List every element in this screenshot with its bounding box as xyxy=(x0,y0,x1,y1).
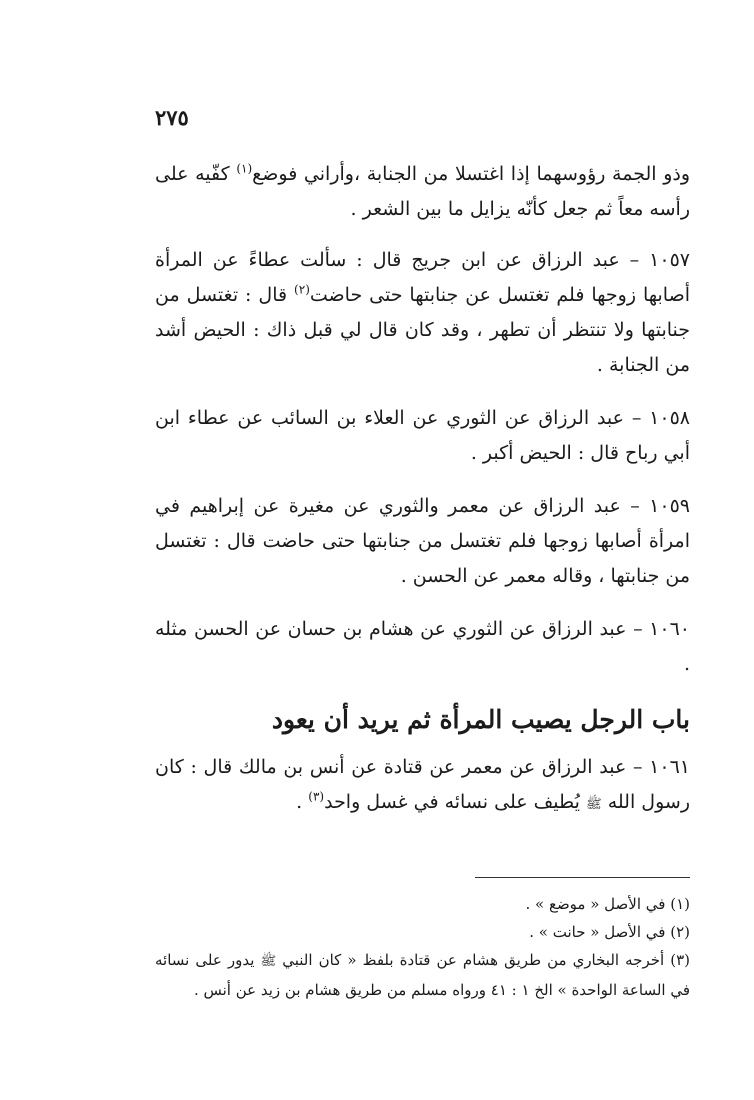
footnote-ref-3[interactable]: (٣) xyxy=(308,789,325,804)
hadith-text: – عبد الرزاق عن معمر والثوري عن مغيرة عن إبراهيم في امرأة أصابها زوجها فلم تغتسل من جنابتها حتى حاضت قال : تغتسل من جنابتها ، وقاله معمر عن الحسن . xyxy=(155,495,690,587)
hadith-number: ١٠٦١ xyxy=(649,756,690,778)
footnote-1: (١) في الأصل « موضع » . xyxy=(525,895,690,913)
hadith-1057 xyxy=(155,243,690,383)
continuation-paragraph xyxy=(155,157,690,227)
hadith-1060 xyxy=(155,612,690,682)
book-page xyxy=(155,95,690,1035)
hadith-number: ١٠٥٨ xyxy=(649,407,690,429)
footnotes xyxy=(155,890,690,1004)
hadith-text-start: – عبد الرزاق عن معمر عن قتادة عن أنس بن مالك قال : كان رسول الله xyxy=(155,756,690,813)
hadith-text-end: . xyxy=(296,791,309,813)
hadith-text: – عبد الرزاق عن الثوري عن العلاء بن السائب عن عطاء ابن أبي رباح قال : الحيض أكبر . xyxy=(155,407,690,464)
footnote-ref-2[interactable]: (٢) xyxy=(294,282,310,297)
hadith-1059 xyxy=(155,489,690,594)
hadith-text-end: قال : تغتسل من جنابتها ولا تنتظر أن تطهر ، وقد كان قال لي قبل ذاك : الحيض أشد من الجنابة . xyxy=(155,284,690,376)
footnote-3-text-end: يدور على نسائه في الساعة الواحدة » الخ ١ : ٤١ ورواه مسلم من طريق هشام بن زيد عن أنس . xyxy=(155,951,690,999)
footnote-divider xyxy=(475,877,690,878)
hadith-1058 xyxy=(155,401,690,471)
hadith-number: ١٠٥٧ xyxy=(649,249,690,271)
continuation-text-start: وذو الجمة رؤوسهما إذا اغتسلا من الجنابة ،وأراني فوضع xyxy=(252,163,691,185)
footnote-3-text-start: (٣) أخرجه البخاري من طريق هشام عن قتادة بلفظ « كان النبي xyxy=(276,951,690,969)
hadith-number: ١٠٦٠ xyxy=(649,618,690,640)
footnote-2: (٢) في الأصل « حانت » . xyxy=(529,923,690,941)
hadith-number: ١٠٥٩ xyxy=(649,495,690,517)
salawat-glyph: ﷺ xyxy=(260,954,277,969)
hadith-text: – عبد الرزاق عن الثوري عن هشام بن حسان عن الحسن مثله . xyxy=(155,618,690,675)
hadith-text-middle: يُطيف على نسائه في غسل واحد xyxy=(324,791,586,813)
page-number: ٢٧٥ xyxy=(155,105,189,130)
chapter-heading: باب الرجل يصيب المرأة ثم يريد أن يعود xyxy=(271,705,690,734)
footnote-ref-1[interactable]: (١) xyxy=(236,161,253,176)
salawat-glyph: ﷺ xyxy=(585,797,602,812)
main-text xyxy=(155,157,690,840)
hadith-1061 xyxy=(155,750,690,822)
footnote-3 xyxy=(155,946,690,1004)
hadith-text-start: – عبد الرزاق عن ابن جريج قال : سألت عطاءً عن المرأة أصابها زوجها فلم تغتسل عن جنابتها حتى حاضت xyxy=(155,249,691,306)
continuation-text-end: كفّيه على رأسه معاً ثم جعل كأنّه يزايل ما بين الشعر . xyxy=(155,163,690,220)
